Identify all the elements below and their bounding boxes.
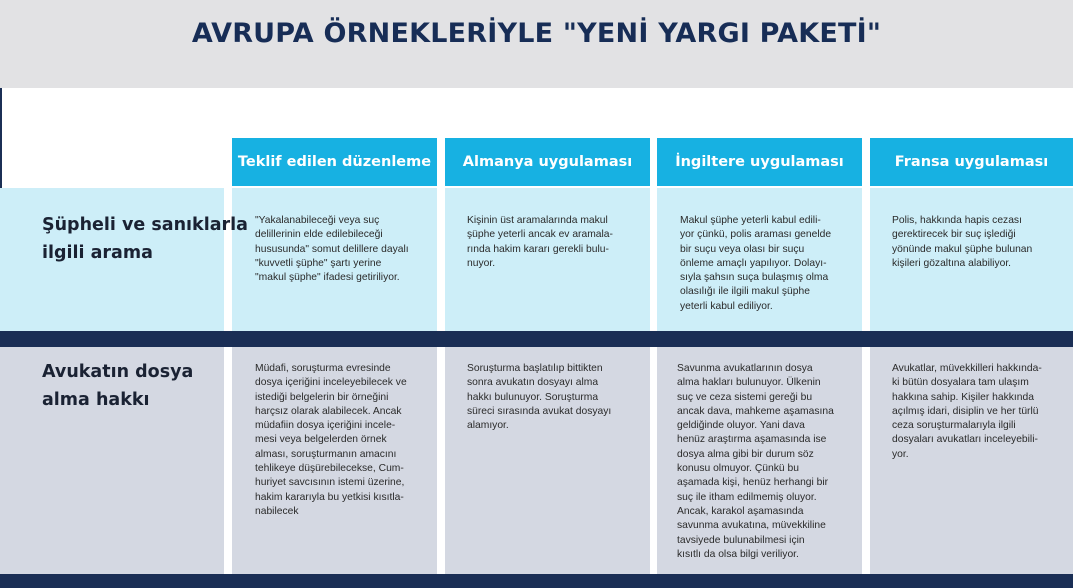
column-header-germany: Almanya uygulaması xyxy=(445,138,650,186)
cell-search-proposed: "Yakalanabileceği veya suç delillerinin elde edilebileceği hususunda" somut delillere dayalı "kuvvetli şüphe" şartı yerine "makul şüphe" ifadesi getiriliyor. xyxy=(255,215,409,284)
row-label-file-access: Avukatın dosya alma hakkı xyxy=(42,362,194,410)
column-header-proposed: Teklif edilen düzenleme xyxy=(232,138,437,186)
cell-file-proposed: Müdafi, soruşturma evresinde dosya içeriğini inceleyebilecek ve istediği belgelerin bir örneğini harçsız olarak alabilecek. Ancak müdafiin dosya içeriğini incele- mesi veya belgelerden örnek alması, soruşturmanın amacını tehlikeye düşürebilecekse, Cum- huriyet savcısının istemi üzerine, hakim kararıyla bu yetkisi kısıtla- nabilecek xyxy=(255,363,407,517)
bottom-separator xyxy=(0,574,1073,588)
page-title: AVRUPA ÖRNEKLERİYLE "YENİ YARGI PAKETİ" xyxy=(191,18,882,49)
cell-file-england: Savunma avukatlarının dosya alma hakları bulunuyor. Ülkenin suç ve ceza sistemi gereği bu ancak dava, mahkeme aşamasına geldiğinde oluyor. Yani dava henüz araştırma aşamasında ise dosya alma gibi bir durum söz konusu olmuyor. Çünkü bu aşamada kişi, henüz herhangi bir suç ile itham edilmemiş oluyor. Ancak, karakol aşamasında savunma avukatına, müvekkiline tavsiyede bulunabilmesi için kısıtlı da olsa bilgi veriliyor. xyxy=(677,363,834,560)
cell-search-germany: Kişinin üst aramalarında makul şüphe yeterli ancak ev aramala- rında hakim kararı gerekli bulu- nuyor. xyxy=(467,215,613,269)
row-separator xyxy=(0,331,1073,347)
cell-file-france: Avukatlar, müvekkilleri hakkında- ki bütün dosyalara tam ulaşım hakkına sahip. Kişiler hakkında açılmış idari, disiplin ve her türlü ceza soruşturmalarıyla ilgili dosyaları avukatları inceleyebili- yor. xyxy=(892,363,1042,460)
column-header-france: Fransa uygulaması xyxy=(870,138,1073,186)
left-edge-line xyxy=(0,88,2,188)
row-label-search: Şüpheli ve sanıklarla ilgili arama xyxy=(42,215,248,263)
cell-search-france: Polis, hakkında hapis cezası gerektirecek bir suç işlediği yönünde makul şüphe bulunan kişileri gözaltına alabiliyor. xyxy=(892,215,1033,269)
column-header-england: İngiltere uygulaması xyxy=(657,138,862,186)
cell-file-germany: Soruşturma başlatılıp bittikten sonra avukatın dosyayı alma hakkı bulunuyor. Soruşturma süreci sırasında avukat dosyayı alamıyor. xyxy=(467,363,612,432)
cell-search-england: Makul şüphe yeterli kabul edili- yor çünkü, polis araması genelde bir suçu veya olası bir suçu önleme amaçlı yapılıyor. Dolayı- sıyla şahsın suça bulaşmış olma olasılığı ile ilgili makul şüphe yeterli kabul ediliyor. xyxy=(680,215,832,312)
